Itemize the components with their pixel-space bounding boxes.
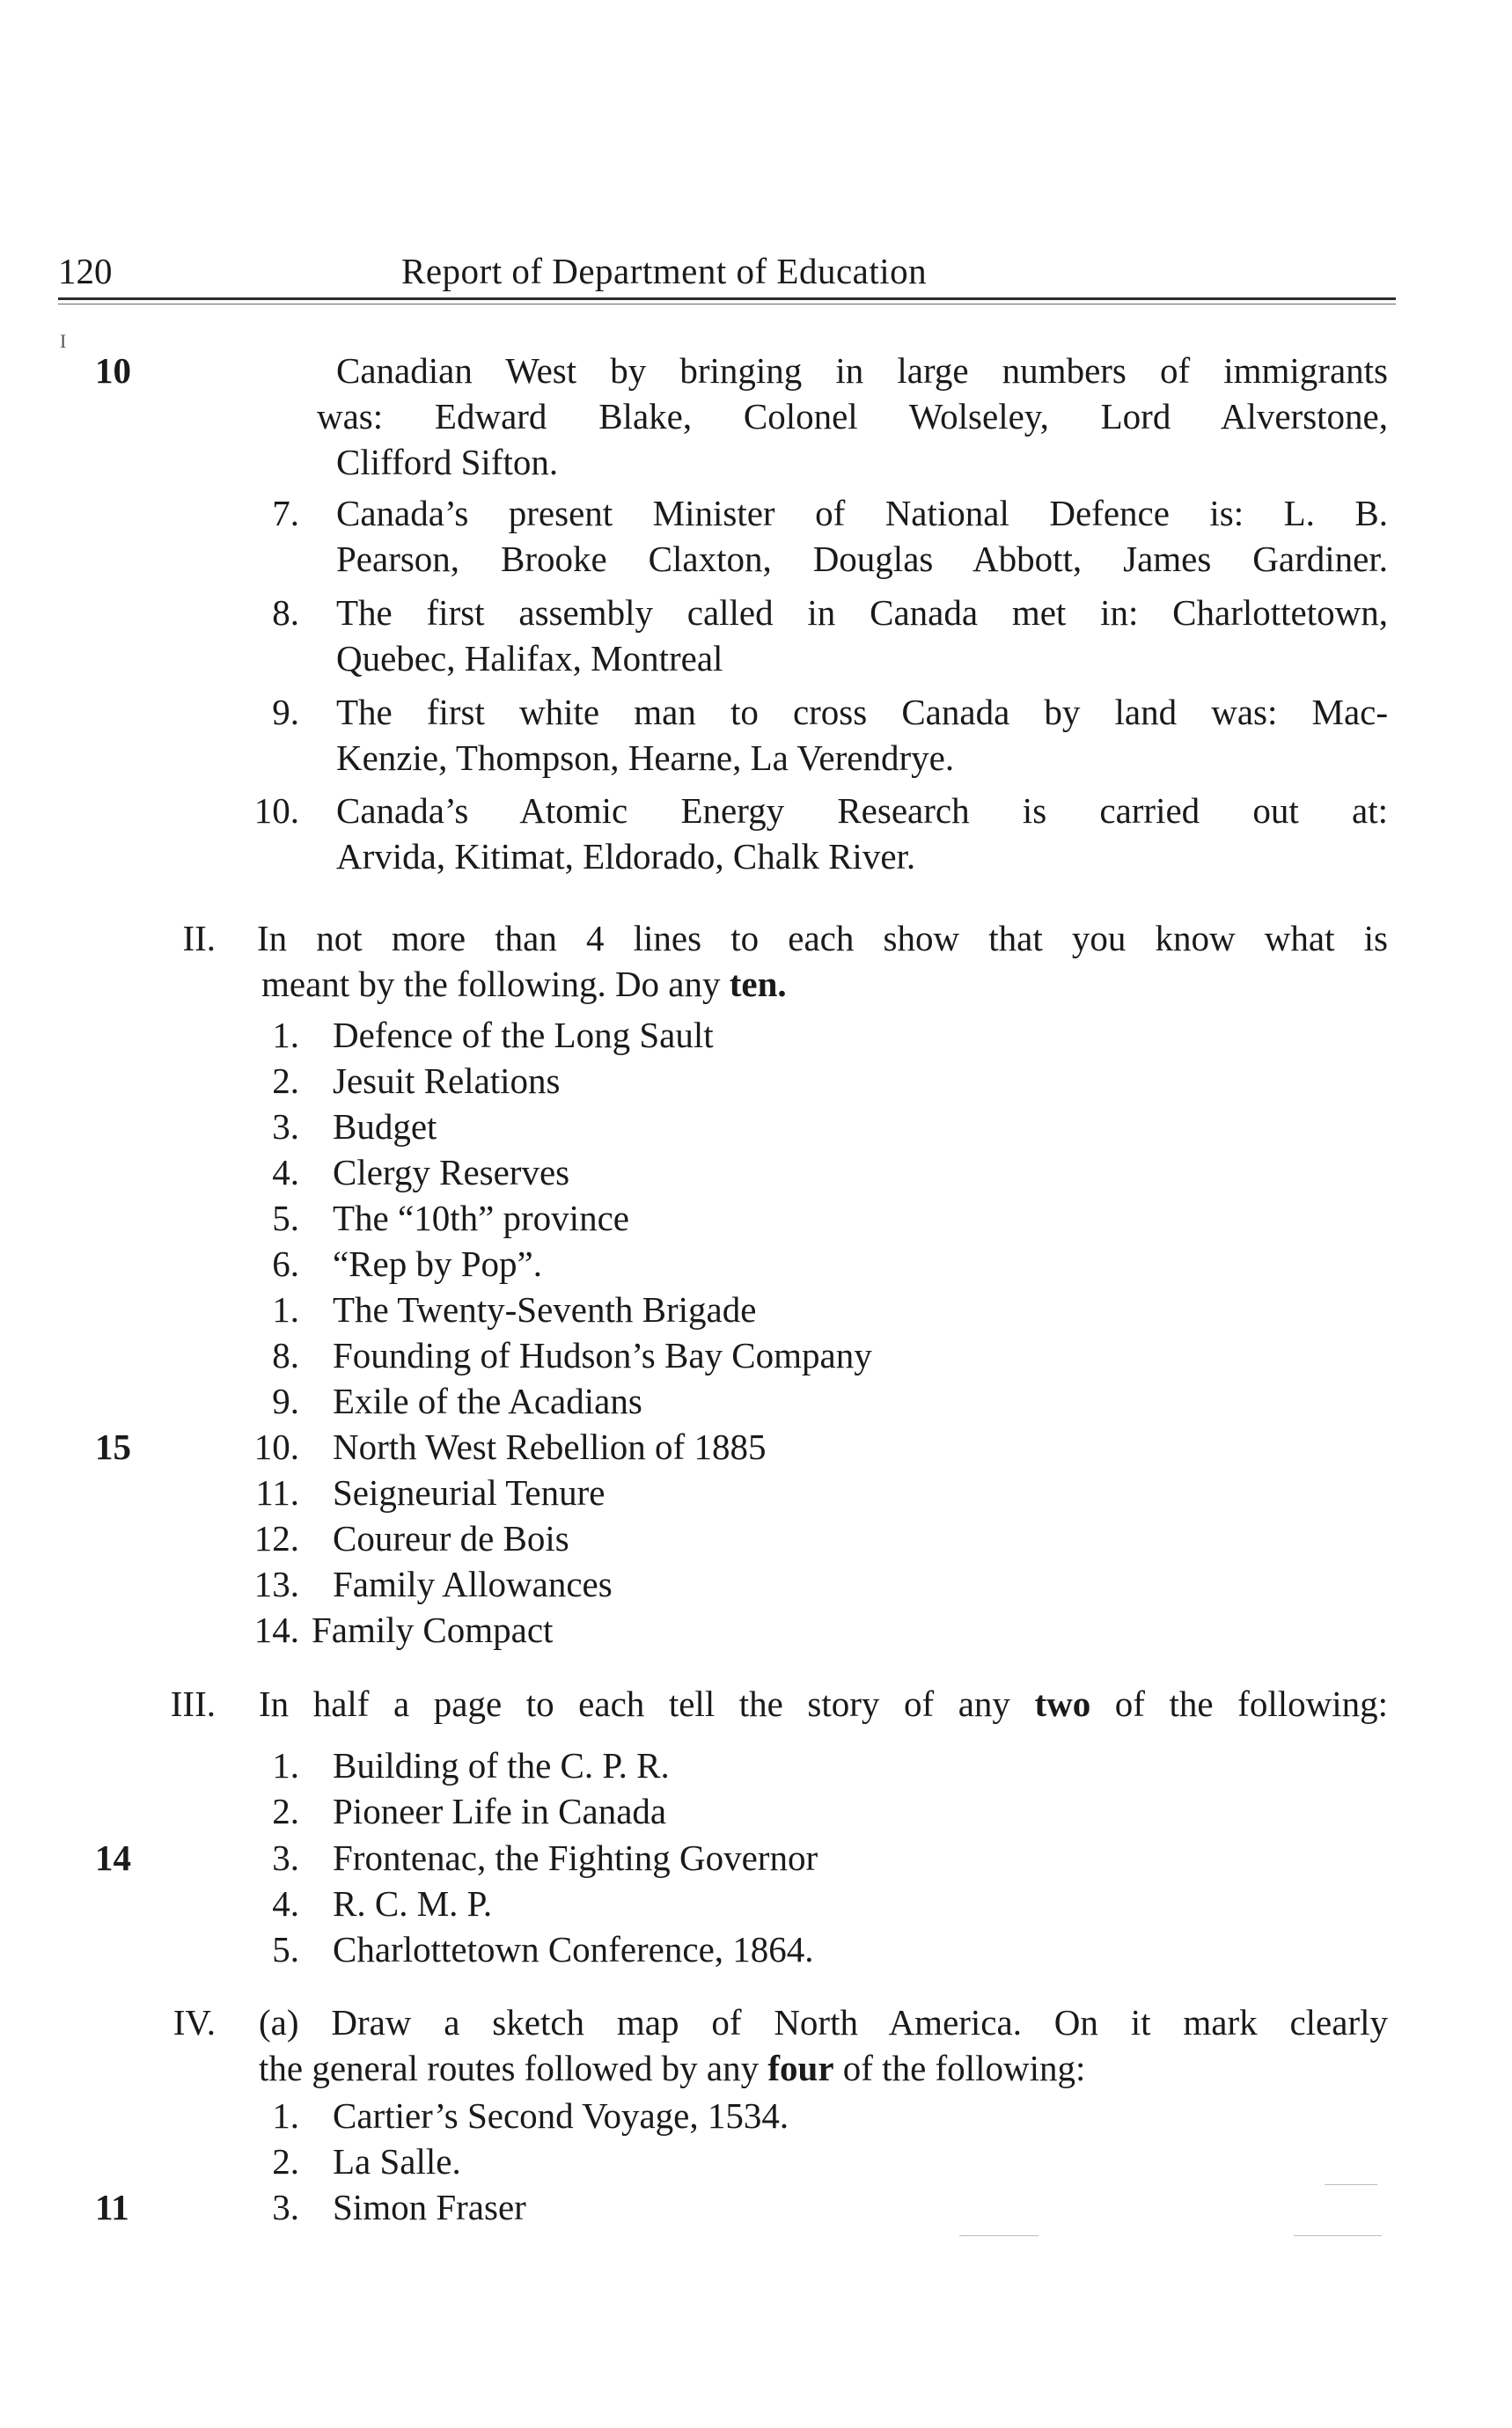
continuation-line: Clifford Sifton. bbox=[336, 442, 559, 482]
section-roman-numeral: IV. bbox=[172, 2002, 216, 2043]
item-number: 3. bbox=[272, 1106, 299, 1147]
list-item: Arvida, Kitimat, Eldorado, Chalk River. bbox=[336, 836, 916, 877]
list-item: Frontenac, the Fighting Governor bbox=[333, 1838, 818, 1878]
item-number: 2. bbox=[272, 1791, 299, 1831]
margin-mark: 11 bbox=[95, 2187, 129, 2227]
item-number: 1. bbox=[272, 1745, 299, 1786]
item-number: 10. bbox=[253, 790, 299, 831]
header-rule bbox=[58, 297, 1396, 300]
question-text: In half a page to each tell the story of any two of the following: bbox=[259, 1683, 1388, 1724]
margin-mark: 14 bbox=[95, 1838, 131, 1878]
emphasis: ten. bbox=[729, 964, 787, 1004]
emphasis: four bbox=[767, 2048, 834, 2088]
scan-noise bbox=[1294, 2235, 1382, 2236]
item-number: 7. bbox=[272, 493, 299, 533]
page-number: 120 bbox=[58, 251, 113, 291]
list-item: Clergy Reserves bbox=[333, 1152, 570, 1192]
item-number: 1. bbox=[272, 1015, 299, 1055]
continuation-line: Canadian West by bringing in large numbers of immigrants bbox=[336, 350, 1388, 391]
item-number: 4. bbox=[272, 1152, 299, 1192]
item-number: 1. bbox=[272, 1289, 299, 1330]
list-item: Canada’s Atomic Energy Research is carried out at: bbox=[336, 790, 1388, 831]
list-item: Coureur de Bois bbox=[333, 1518, 569, 1559]
list-item: Exile of the Acadians bbox=[333, 1381, 642, 1421]
item-number: 3. bbox=[272, 2187, 299, 2227]
section-roman-numeral: II. bbox=[182, 918, 216, 958]
item-number: 3. bbox=[272, 1838, 299, 1878]
list-item: Kenzie, Thompson, Hearne, La Verendrye. bbox=[336, 737, 955, 778]
question-text: the general routes followed by any four of the following: bbox=[259, 2048, 1086, 2088]
list-item: La Salle. bbox=[333, 2141, 461, 2182]
list-item: The “10th” province bbox=[333, 1198, 629, 1238]
item-number: 9. bbox=[272, 692, 299, 732]
item-number: 5. bbox=[272, 1929, 299, 1970]
page-header bbox=[58, 246, 1396, 296]
continuation-line: was: Edward Blake, Colonel Wolseley, Lord Alverstone, bbox=[317, 396, 1388, 436]
list-item: The first white man to cross Canada by land was: Mac- bbox=[336, 692, 1388, 732]
list-item: R. C. M. P. bbox=[333, 1883, 493, 1924]
list-item: Jesuit Relations bbox=[333, 1060, 561, 1101]
question-text: In not more than 4 lines to each show that you know what is bbox=[257, 918, 1388, 958]
item-number: 5. bbox=[272, 1198, 299, 1238]
list-item: Founding of Hudson’s Bay Company bbox=[333, 1335, 872, 1375]
item-number: 8. bbox=[272, 592, 299, 633]
list-item: Seigneurial Tenure bbox=[333, 1472, 606, 1513]
item-number: 9. bbox=[272, 1381, 299, 1421]
running-title: Report of Department of Education bbox=[401, 251, 928, 291]
scan-noise bbox=[1325, 2184, 1377, 2185]
list-item: Family Allowances bbox=[333, 1564, 613, 1604]
list-item: Cartier’s Second Voyage, 1534. bbox=[333, 2095, 789, 2136]
list-item: Defence of the Long Sault bbox=[333, 1015, 714, 1055]
item-number: 2. bbox=[272, 1060, 299, 1101]
list-item: Charlottetown Conference, 1864. bbox=[333, 1929, 814, 1970]
list-item: Pioneer Life in Canada bbox=[333, 1791, 667, 1831]
margin-mark: 10 bbox=[95, 350, 131, 391]
stray-mark: I bbox=[60, 330, 67, 352]
question-text: (a) Draw a sketch map of North America. On it mark clearly bbox=[259, 2002, 1388, 2043]
item-number: 11. bbox=[255, 1472, 299, 1513]
list-item: Canada’s present Minister of National Defence is: L. B. bbox=[336, 493, 1388, 533]
item-number: 4. bbox=[272, 1883, 299, 1924]
list-item: Budget bbox=[333, 1106, 437, 1147]
item-number: 1. bbox=[272, 2095, 299, 2136]
item-number: 2. bbox=[272, 2141, 299, 2182]
list-item: “Rep by Pop”. bbox=[333, 1243, 542, 1284]
item-number: 8. bbox=[272, 1335, 299, 1375]
item-number: 12. bbox=[253, 1518, 299, 1559]
question-text: meant by the following. Do any ten. bbox=[261, 964, 787, 1004]
list-item: The Twenty-Seventh Brigade bbox=[333, 1289, 757, 1330]
item-number: 13. bbox=[253, 1564, 299, 1604]
list-item: Pearson, Brooke Claxton, Douglas Abbott, James Gardiner. bbox=[336, 539, 1388, 579]
list-item: Building of the C. P. R. bbox=[333, 1745, 670, 1786]
item-number: 6. bbox=[272, 1243, 299, 1284]
item-number: 10. bbox=[253, 1427, 299, 1467]
item-number: 14. bbox=[253, 1610, 299, 1650]
margin-mark: 15 bbox=[95, 1427, 131, 1467]
list-item: Family Compact bbox=[312, 1610, 554, 1650]
list-item: Quebec, Halifax, Montreal bbox=[336, 638, 723, 679]
list-item: North West Rebellion of 1885 bbox=[333, 1427, 767, 1467]
section-roman-numeral: III. bbox=[170, 1683, 216, 1724]
list-item: The first assembly called in Canada met in: Charlottetown, bbox=[336, 592, 1388, 633]
emphasis: two bbox=[1034, 1683, 1091, 1724]
scan-noise bbox=[959, 2235, 1039, 2236]
list-item: Simon Fraser bbox=[333, 2187, 526, 2227]
